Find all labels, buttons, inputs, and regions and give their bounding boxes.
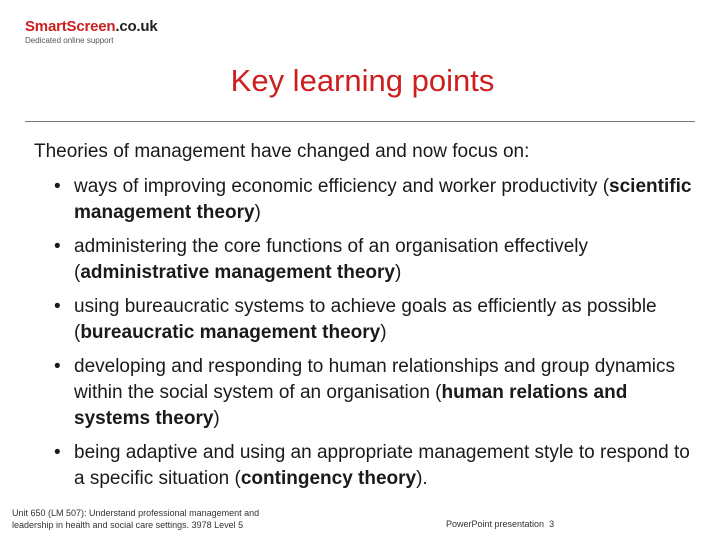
bullet-text: using bureaucratic systems to achieve goals as efficiently as possible (: [74, 296, 657, 343]
bullet-dot: •: [54, 356, 61, 377]
bullet-close: ): [254, 202, 261, 223]
logo-tagline: Dedicated online support: [25, 36, 114, 45]
bullet-dot: •: [54, 442, 61, 463]
bullet-theory: human relations and systems theory: [74, 382, 628, 429]
bullet-dot: •: [54, 176, 61, 197]
bullet-text: administering the core functions of an organisation effectively (: [74, 236, 589, 283]
bullet-item: [54, 174, 694, 226]
bullet-theory: scientific management theory: [74, 176, 692, 223]
bullet-theory: administrative management theory: [80, 262, 395, 283]
bullet-text: developing and responding to human relationships and group dynamics within the social system of an organisation (: [74, 356, 676, 403]
slide-title: Key learning points: [230, 63, 495, 98]
bullet-close: ): [213, 408, 220, 429]
bullet-dot: •: [54, 296, 61, 317]
bullet-close: ): [380, 322, 387, 343]
footer-unit-line1: Unit 650 (LM 507): Understand professional management and: [12, 508, 260, 518]
logo-domain: .co.uk: [115, 18, 158, 35]
slide-title-wrap: [0, 63, 720, 99]
bullet-item: [54, 234, 694, 286]
footer-unit-info: [12, 507, 312, 531]
intro-text: Theories of management have changed and now focus on:: [34, 141, 530, 162]
logo-wordmark: [25, 18, 158, 35]
bullet-theory: contingency theory: [240, 468, 417, 489]
bullet-close: ).: [416, 468, 428, 489]
bullet-list: [54, 174, 694, 500]
bullet-close: ): [394, 262, 402, 283]
title-divider: [25, 121, 695, 122]
logo-brand: SmartScreen: [25, 18, 116, 35]
page-number: 3: [549, 519, 555, 529]
bullet-text: being adaptive and using an appropriate management style to respond to a specific situation (: [74, 442, 690, 489]
footer-presentation: PowerPoint presentation: [446, 519, 545, 529]
bullet-item: [54, 440, 694, 492]
bullet-dot: •: [54, 236, 61, 257]
bullet-item: [54, 294, 694, 346]
footer-unit-line2: leadership in health and social care settings. 3978 Level 5: [12, 520, 244, 530]
bullet-item: [54, 354, 694, 432]
smartscreen-logo: [25, 18, 158, 45]
bullet-theory: bureaucratic management theory: [80, 322, 381, 343]
bullet-text: ways of improving economic efficiency and worker productivity (: [74, 176, 610, 197]
footer-page-info: [446, 519, 554, 529]
